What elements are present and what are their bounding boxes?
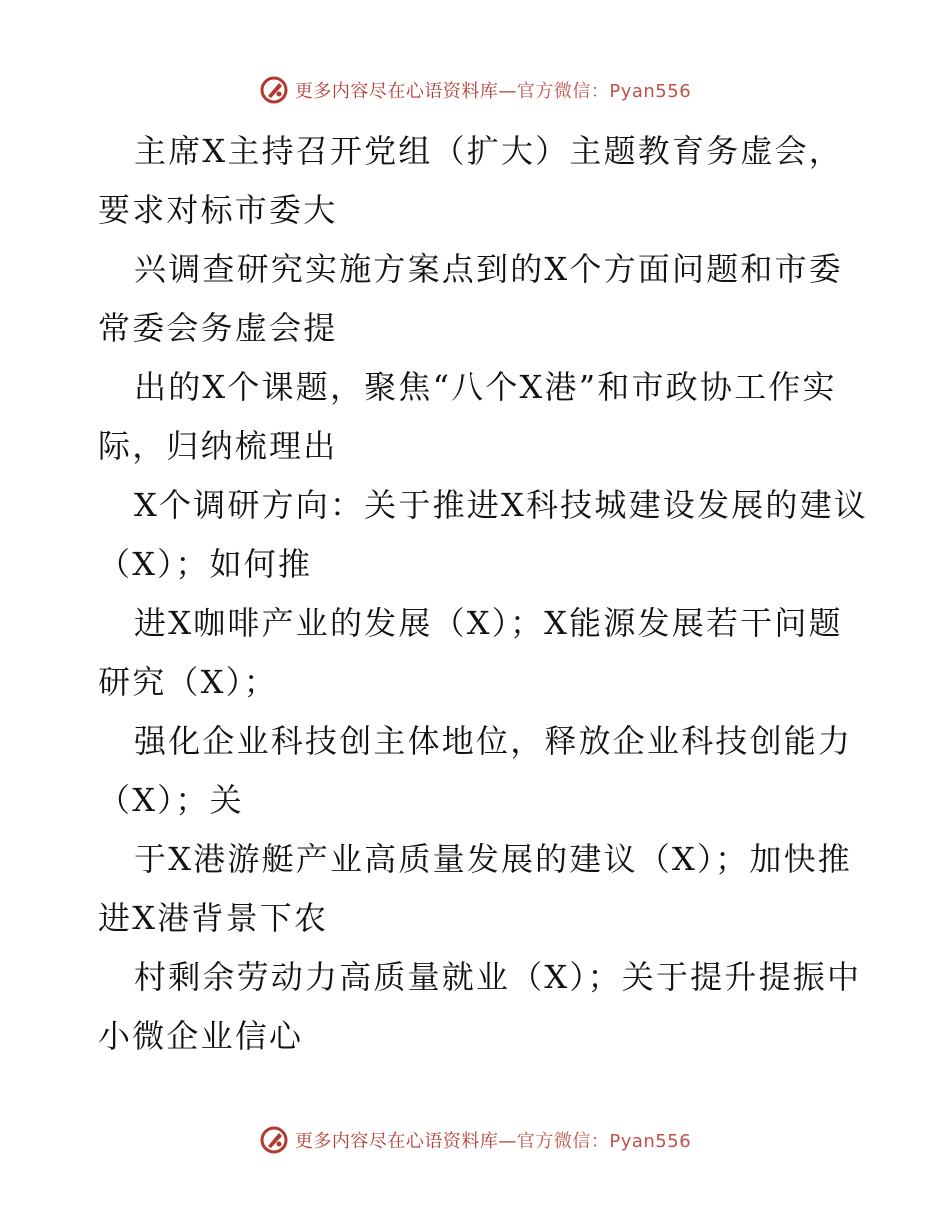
pen-circle-logo-icon: [259, 75, 289, 105]
footer-banner-dash: —: [498, 1131, 517, 1152]
footer-banner-main: 更多内容尽在心语资料库: [294, 1131, 499, 1152]
pen-circle-logo-icon: [259, 1125, 289, 1155]
paragraph-8: 村剩余劳动力高质量就业（X）；关于提升提振中小微企业信心: [98, 958, 862, 1055]
header-banner-wechat: 官方微信：: [516, 81, 610, 102]
header-banner: [0, 70, 950, 110]
header-banner-main: 更多内容尽在心语资料库: [294, 81, 499, 102]
paragraph-6: 强化企业科技创主体地位，释放企业科技创能力（X）；关: [98, 722, 853, 819]
paragraph-5: 进X咖啡产业的发展（X）；X能源发展若干问题研究（X）；: [98, 604, 843, 701]
paragraph-2: 兴调查研究实施方案点到的X个方面问题和市委常委会务虚会提: [98, 250, 843, 347]
paragraph-4: X个调研方向：关于推进X科技城建设发展的建议（X）；如何推: [98, 486, 868, 583]
footer-banner: [0, 1120, 950, 1160]
header-banner-id: Pyan556: [609, 81, 692, 102]
paragraph-7: 于X港游艇产业高质量发展的建议（X）；加快推进X港背景下农: [98, 840, 852, 937]
footer-banner-id: Pyan556: [609, 1131, 692, 1152]
header-banner-text: [295, 77, 691, 103]
footer-banner-text: [295, 1127, 691, 1153]
paragraph-3: 出的X个课题，聚焦“八个X港”和市政协工作实际，归纳梳理出: [98, 368, 837, 465]
document-body: [98, 122, 868, 1066]
paragraph-1: 主席X主持召开党组（扩大）主题教育务虚会，要求对标市委大: [98, 132, 843, 229]
footer-banner-wechat: 官方微信：: [516, 1131, 610, 1152]
header-banner-dash: —: [498, 81, 517, 102]
